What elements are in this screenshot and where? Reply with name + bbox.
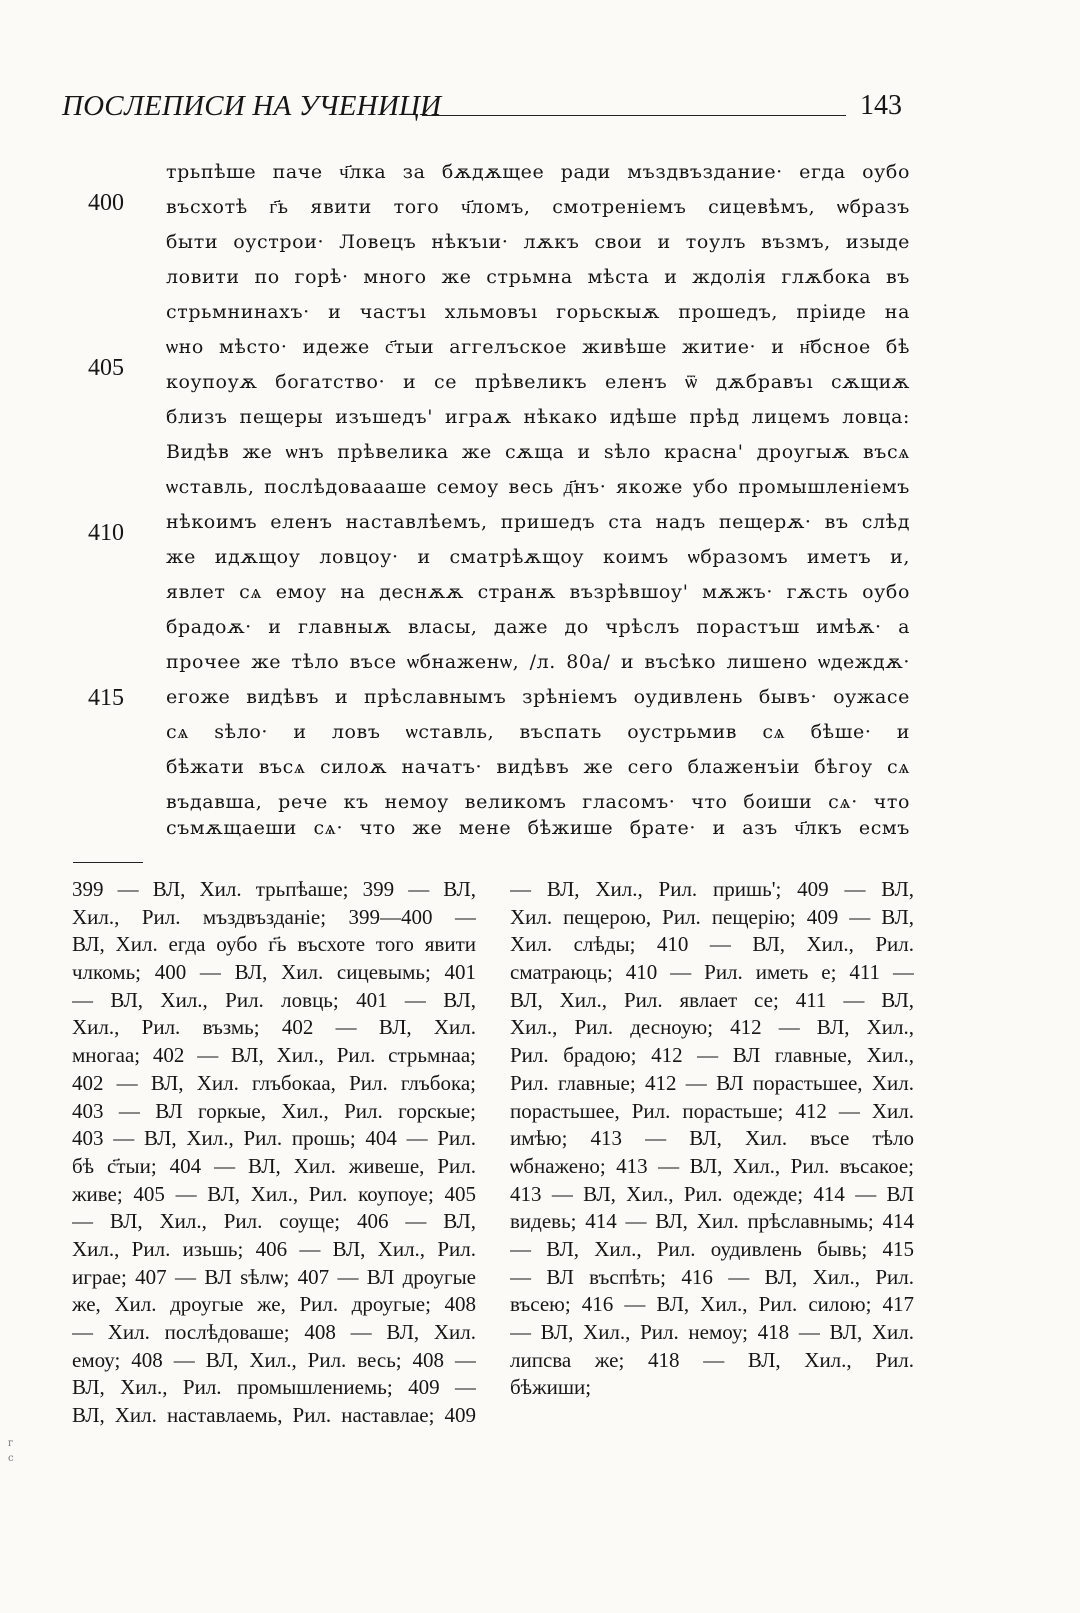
text-line: стрьмнинахъ· и частъı хльмовъı горьскыѫ прошедъ, пріиде на [166,301,910,323]
footnote-line: — ВЛ, Хил., Рил. пришь'; 409 — ВЛ, [510,877,914,901]
page-number: 143 [860,90,902,121]
text-line: егоже видѣвъ и прѣславнымъ зрѣніемъ оудивлень бывъ· оужасе [166,686,910,708]
footnote-line: 403 — ВЛ, Хил., Рил. прошь; 404 — Рил. [72,1126,476,1151]
footnote-line: Рил. брадою; 412 — ВЛ главные, Хил., [510,1043,914,1068]
footnote-line: — ВЛ, Хил., Рил. ловць; 401 — ВЛ, [72,987,476,1012]
text-line: ѡставль, послѣдоваааше семоу весь д҃нъ· якоже убо промышленіемъ [166,476,910,498]
footnote-line: 403 — ВЛ горкые, Хил., Рил. горскые; [72,1098,476,1123]
footnotes-right-column [510,876,914,1402]
text-line: прочее же тѣло въсе ѡбнаженѡ, /л. 80а/ и въсѣко лишено ѡдеждѫ· [166,651,910,673]
footnote-line: 399 — ВЛ, Хил. трьпѣаше; 399 — ВЛ, [72,877,476,901]
footnote-line: Рил. главные; 412 — ВЛ порастьшее, Хил. [510,1070,914,1095]
footnote-line: играе; 407 — ВЛ ѕѣлѡ; 407 — ВЛ дроугые [72,1264,476,1289]
footnote-rule [73,862,143,863]
footnote-line: ВЛ, Хил. егда оубо г҃ь въсхоте того явити [72,932,476,957]
margin-mark: г [8,1438,14,1449]
footnote-line: емоу; 408 — ВЛ, Хил., Рил. весь; 408 — [72,1347,476,1372]
text-line: трьпѣше паче ч҃лка за бѫдѫщее ради мъздвъздание· егда оубо [166,161,910,183]
text-line: съмѫщаеши сѧ· что же мене бѣжише брате· и азъ ч҃лкъ есмъ [166,817,910,839]
footnote-line: Хил., Рил. изьшь; 406 — ВЛ, Хил., Рил. [72,1236,476,1261]
footnote-line: живе; 405 — ВЛ, Хил., Рил. коупоуе; 405 [72,1181,476,1206]
footnote-line: ВЛ, Хил. наставлаемь, Рил. наставлае; 409 [72,1403,476,1428]
footnote-line: члкомь; 400 — ВЛ, Хил. сицевымь; 401 [72,960,476,985]
margin-mark: с [8,1453,14,1464]
text-line: нѣкоимъ еленъ наставлѣемъ, пришедъ ста надъ пещерѫ· въ слѣд [166,511,910,533]
footnotes-left-column [72,876,476,1430]
text-line: коупоуѫ богатство· и се прѣвеликъ еленъ ѿ дѫбравъı сѫщиѫ [166,371,910,393]
footnote-line: липсва же; 418 — ВЛ, Хил., Рил. [510,1347,914,1372]
footnote-line: бѣ с҃тыи; 404 — ВЛ, Хил. живеше, Рил. [72,1153,476,1178]
footnote-line: — ВЛ, Хил., Рил. оудивлень бывь; 415 [510,1236,914,1261]
text-line: ѡно мѣсто· идеже с҃тыи аггелъское живѣше житие· и н҃бсное бѣ [166,336,910,358]
footnote-line: же, Хил. дроугые же, Рил. дроугые; 408 [72,1292,476,1317]
text-line: же идѫщоу ловцоу· и сматрѣѫщоу коимъ ѡбразомъ иметъ и, [166,546,910,568]
text-line: близъ пещеры изъшедъ' играѫ нѣкако идѣше прѣд лицемъ ловца: [166,406,910,428]
footnote-line: — ВЛ, Хил., Рил. немоу; 418 — ВЛ, Хил. [510,1320,914,1344]
footnote-line: ВЛ, Хил., Рил. явлает се; 411 — ВЛ, [510,987,914,1012]
footnote-line: многаа; 402 — ВЛ, Хил., Рил. стрьмнаа; [72,1043,476,1068]
footnote-line: ѡбнажено; 413 — ВЛ, Хил., Рил. въсакое; [510,1153,914,1178]
text-line: сѧ ѕѣло· и ловъ ѡставль, въспать оустрьмив сѧ бѣше· и [166,721,910,743]
footnote-line: Хил., Рил. мъздвъзданіе; 399—400 — [72,904,476,929]
text-line: брадоѫ· и главныѫ власы, даже до чрѣслъ порастъш имѣѫ· а [166,616,910,638]
footnote-line: сматраюць; 410 — Рил. иметь е; 411 — [510,960,914,985]
footnote-line: — ВЛ въспѣть; 416 — ВЛ, Хил., Рил. [510,1264,914,1289]
footnote-line: имѣю; 413 — ВЛ, Хил. въсе тѣло [510,1126,914,1151]
text-line: явлет сѧ емоу на деснѫѫ странѫ възрѣвшоу' мѫжъ· гѫсть оубо [166,581,910,603]
text-line: быти оустрои· Ловецъ нѣкъıи· лѫкъ свои и тоулъ възмъ, изыде [166,231,910,253]
text-line: Видѣв же ѡнъ прѣвелика же сѫща и ѕѣло красна' дроугыѫ въсѧ [166,441,910,463]
footnote-line: Хил. пещерою, Рил. пещерію; 409 — ВЛ, [510,904,914,929]
footnote-line: 402 — ВЛ, Хил. глъбокаа, Рил. глъбока; [72,1070,476,1095]
footnote-line: бѣжиши; [510,1375,592,1400]
footnote-line: 413 — ВЛ, Хил., Рил. одежде; 414 — ВЛ [510,1181,914,1206]
footnote-line: Хил. слѣды; 410 — ВЛ, Хил., Рил. [510,932,914,957]
text-line: въдавша, рече къ немоу великомъ гласомъ· что боиши сѧ· что [166,791,910,813]
text-line: въсхотѣ г҃ь явити того ч҃ломъ, смотреніемъ сицевѣмъ, ѡбразъ [166,196,910,218]
text-line: ловити по горѣ· много же стрьмна мѣста и ждолія глѫбока въ [166,266,910,288]
footnote-line: — ВЛ, Хил., Рил. соуще; 406 — ВЛ, [72,1209,476,1234]
footnote-line: въсею; 416 — ВЛ, Хил., Рил. силою; 417 [510,1292,914,1317]
line-number: 400 [88,190,124,216]
header-title: ПОСЛЕПИСИ НА УЧЕНИЦИ [62,90,442,122]
footnote-line: Хил., Рил. възмь; 402 — ВЛ, Хил. [72,1015,476,1040]
footnote-line: видевь; 414 — ВЛ, Хил. прѣславнымь; 414 [510,1209,914,1234]
line-number: 415 [88,685,124,711]
footnote-line: ВЛ, Хил., Рил. промышлениемь; 409 — [72,1375,476,1400]
footnote-line: порастьшее, Рил. порастьше; 412 — Хил. [510,1098,914,1123]
line-number: 410 [88,520,124,546]
footnote-line: Хил., Рил. десноую; 412 — ВЛ, Хил., [510,1015,914,1040]
text-line: бѣжати въсѧ силоѫ начатъ· видѣвъ же сего блаженъіи бѣгоу сѧ [166,756,910,778]
line-number: 405 [88,355,124,381]
footnote-line: — Хил. послѣдоваше; 408 — ВЛ, Хил. [72,1320,476,1344]
